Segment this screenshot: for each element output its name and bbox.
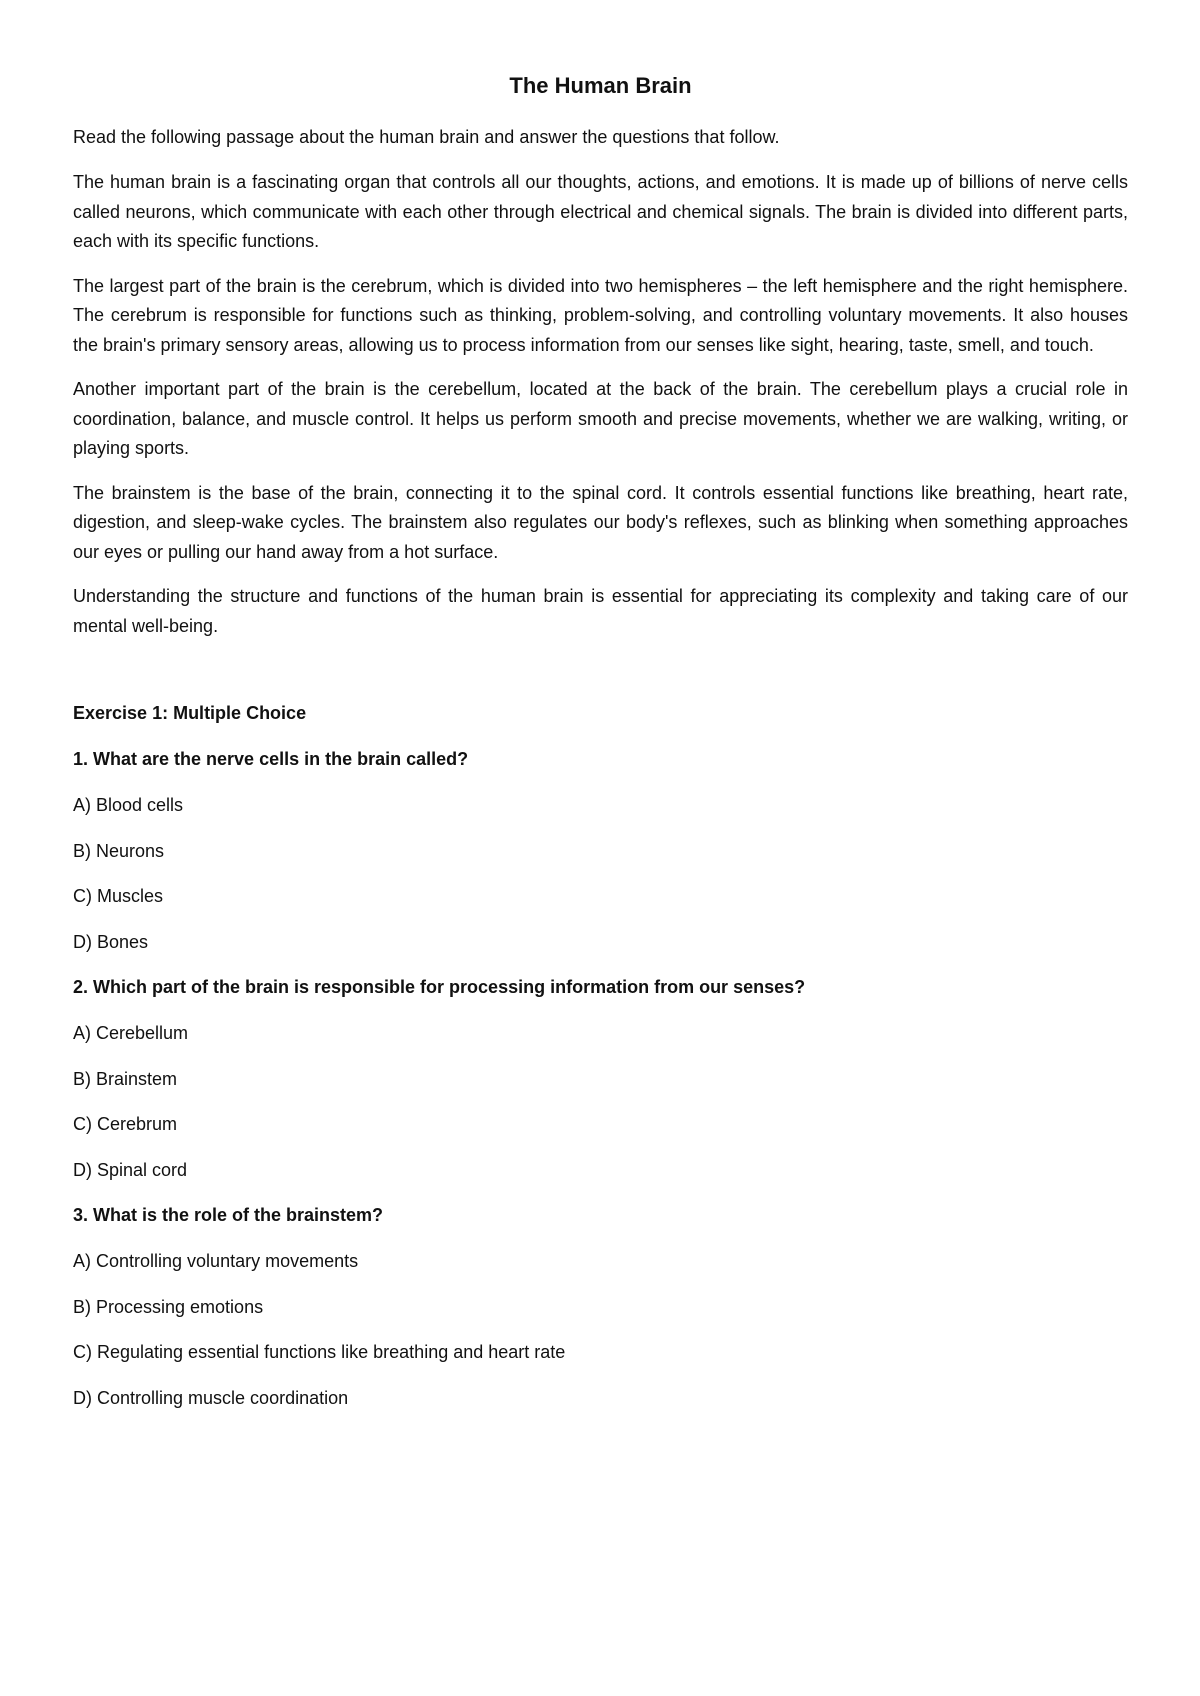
- passage-paragraph: Another important part of the brain is the cerebellum, located at the back of the brain. The cerebellum plays a crucial role in coordination, balance, and muscle control. It helps us perform smooth and precise movements, whether we are walking, writing, or playing sports.: [73, 379, 1128, 458]
- answer-option: A) Blood cells: [73, 795, 184, 815]
- answer-option: C) Cerebrum: [73, 1114, 178, 1134]
- option-list: [73, 1019, 1128, 1185]
- answer-option: D) Controlling muscle coordination: [73, 1387, 349, 1408]
- answer-option: D) Bones: [73, 931, 149, 952]
- option-list: [73, 791, 1128, 957]
- option-list: [73, 1247, 1128, 1413]
- passage-paragraph: The human brain is a fascinating organ that controls all our thoughts, actions, and emotions. It is made up of billions of nerve cells called neurons, which communicate with each other through electrical and chemical signals. The brain is divided into different parts, each with its specific functions.: [73, 172, 1128, 251]
- answer-option: B) Brainstem: [73, 1068, 178, 1089]
- answer-option: B) Processing emotions: [73, 1296, 264, 1317]
- intro-text: Read the following passage about the human brain and answer the questions that follow.: [73, 127, 780, 147]
- answer-option: C) Muscles: [73, 886, 164, 906]
- answer-option: D) Spinal cord: [73, 1159, 188, 1180]
- passage-paragraph: Understanding the structure and functions of the human brain is essential for appreciating its complexity and taking care of our mental well-being.: [73, 586, 1128, 636]
- passage-paragraph: The largest part of the brain is the cerebrum, which is divided into two hemispheres – the left hemisphere and the right hemisphere. The cerebrum is responsible for functions such as thinking, problem-solving, and controlling voluntary movements. It also houses the brain's primary sensory areas, allowing us to process information from our senses like sight, hearing, taste, smell, and touch.: [73, 275, 1128, 355]
- question-text: 3. What is the role of the brainstem?: [73, 1205, 384, 1225]
- question-block: [73, 745, 1128, 957]
- answer-option: A) Cerebellum: [73, 1023, 189, 1043]
- question-block: [73, 973, 1128, 1185]
- answer-option: B) Neurons: [73, 840, 165, 861]
- page-title: The Human Brain: [509, 73, 692, 98]
- answer-option: A) Controlling voluntary movements: [73, 1251, 359, 1271]
- answer-option: C) Regulating essential functions like breathing and heart rate: [73, 1342, 566, 1362]
- question-text: 1. What are the nerve cells in the brain called?: [73, 749, 469, 769]
- exercise-heading: Exercise 1: Multiple Choice: [73, 703, 307, 723]
- question-text: 2. Which part of the brain is responsible for processing information from our senses?: [73, 977, 806, 997]
- passage-paragraph: The brainstem is the base of the brain, connecting it to the spinal cord. It controls essential functions like breathing, heart rate, digestion, and sleep-wake cycles. The brainstem also regulates our body's reflexes, such as blinking when something approaches our eyes or pulling our hand away from a hot surface.: [73, 482, 1128, 562]
- question-block: [73, 1201, 1128, 1413]
